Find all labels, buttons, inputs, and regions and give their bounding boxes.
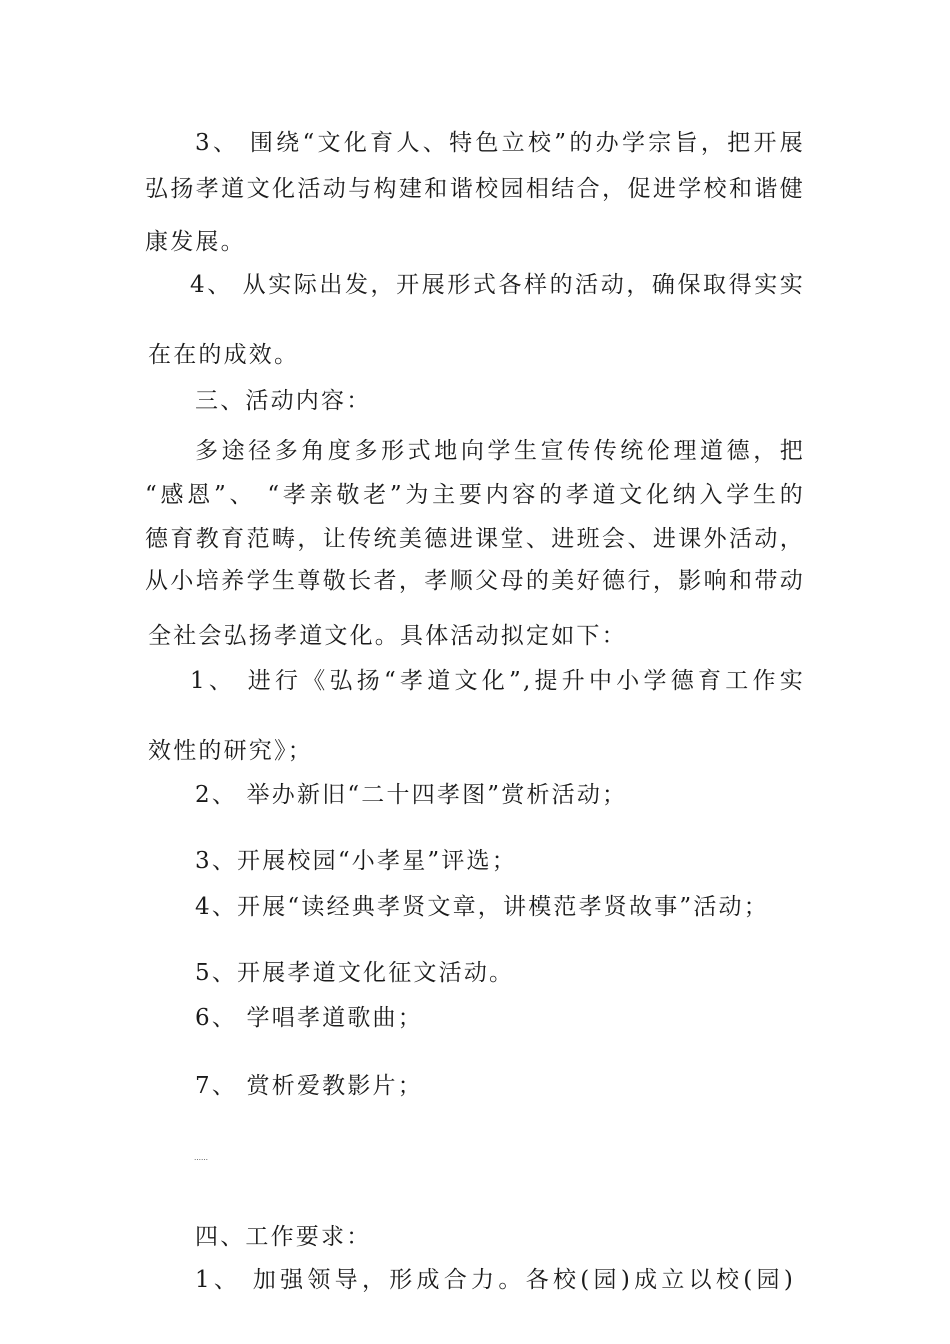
section-heading: 三、活动内容：: [195, 388, 372, 414]
list-item: 6、 学唱孝道歌曲；: [195, 1005, 423, 1031]
paragraph-line: 多途径多角度多形式地向学生宣传传统伦理道德，把: [195, 438, 805, 464]
paragraph-line: 在在的成效。: [148, 342, 300, 368]
paragraph-line: 3、 围绕“文化育人、特色立校”的办学宗旨，把开展: [195, 130, 805, 156]
ellipsis-mark: ……: [194, 1154, 208, 1162]
list-item: 1、 进行《弘扬“孝道文化”,提升中小学德育工作实: [190, 668, 805, 694]
paragraph-line: 康发展。: [145, 229, 246, 255]
list-item: 3、开展校园“小孝星”评选；: [195, 848, 517, 874]
paragraph-line: 4、 从实际出发，开展形式各样的活动，确保取得实实: [190, 272, 805, 298]
list-item: 7、 赏析爱教影片；: [195, 1073, 423, 1099]
section-heading: 四、工作要求：: [195, 1224, 372, 1250]
list-item: 5、开展孝道文化征文活动。: [195, 960, 515, 986]
list-item-continuation: 效性的研究》；: [148, 738, 313, 764]
paragraph-line: 德育教育范畴，让传统美德进课堂、进班会、进课外活动，: [145, 526, 805, 552]
paragraph-line: 从小培养学生尊敬长者，孝顺父母的美好德行，影响和带动: [145, 568, 805, 594]
paragraph-line: 全社会弘扬孝道文化。具体活动拟定如下：: [148, 623, 627, 649]
paragraph-line: 弘扬孝道文化活动与构建和谐校园相结合，促进学校和谐健: [145, 176, 805, 202]
list-item: 4、开展“读经典孝贤文章，讲模范孝贤故事”活动；: [195, 894, 769, 920]
list-item: 1、 加强领导，形成合力。各校(园)成立以校(园): [195, 1267, 795, 1293]
paragraph-line: “感恩”、 “孝亲敬老”为主要内容的孝道文化纳入学生的: [145, 482, 805, 508]
list-item: 2、 举办新旧“二十四孝图”赏析活动；: [195, 782, 628, 808]
